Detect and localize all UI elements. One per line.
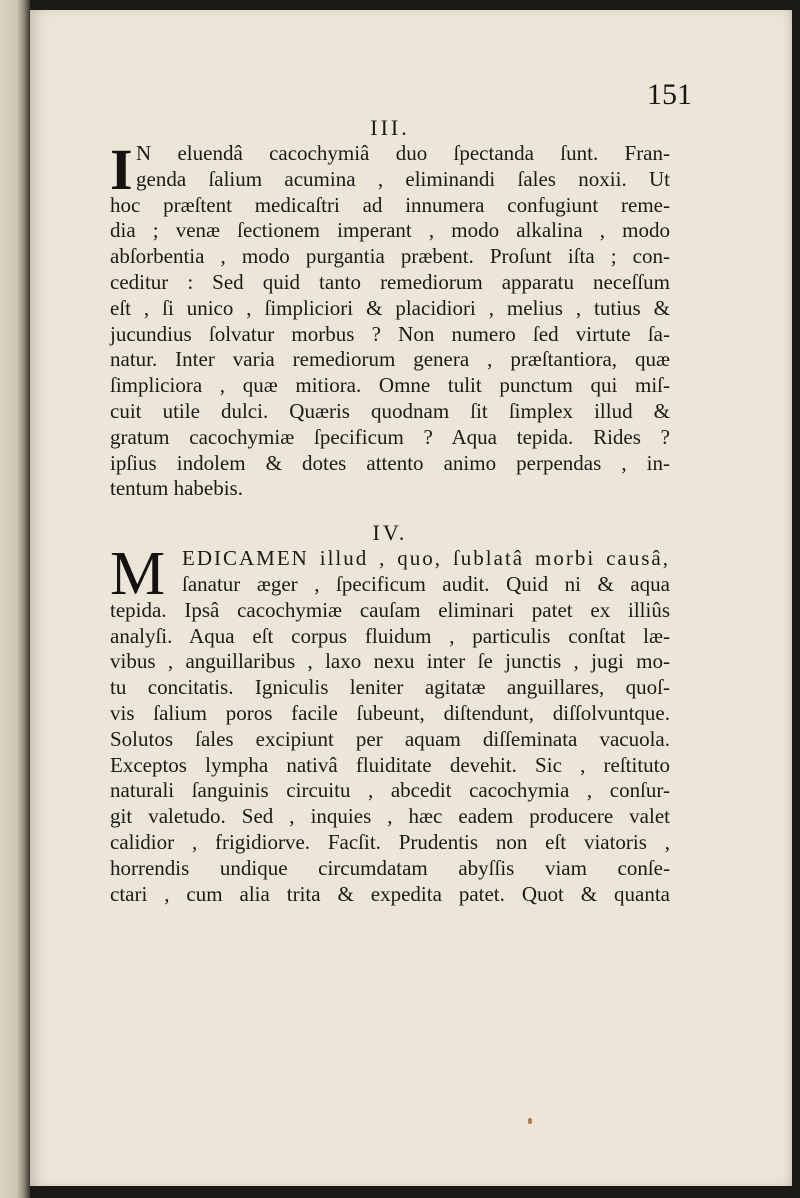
book-page: [30, 10, 792, 1186]
text-line: ctari , cum alia trita & expedita patet. Quot & quanta: [110, 881, 670, 906]
section-number-iii: III.: [370, 115, 410, 140]
text-line: gratum cacochymiæ ſpecificum ? Aqua tepida. Rides ?: [110, 424, 670, 449]
text-line: vis ſalium poros facile ſubeunt, diſtendunt, diſſolvuntque.: [110, 700, 670, 725]
text-line: ceditur : Sed quid tanto remediorum apparatu neceſſum: [110, 269, 670, 294]
text-line: vibus , anguillaribus , laxo nexu inter ſe junctis , jugi mo-: [110, 649, 670, 674]
text-line: jucundius ſolvatur morbus ? Non numero ſed virtute ſa-: [110, 321, 670, 346]
text-line: natur. Inter varia remediorum genera , præſtantiora, quæ: [110, 347, 670, 372]
text-line: naturali ſanguinis circuitu , abcedit cacochymia , conſur-: [110, 778, 670, 803]
drop-cap-m: M: [110, 540, 166, 609]
text-line: ſanatur æger , ſpecificum audit. Quid ni & aqua: [182, 571, 670, 596]
text-line: tentum habebis.: [110, 476, 243, 501]
text-line: hoc præſtent medicaſtri ad innumera confugiunt reme-: [110, 192, 670, 217]
text-line: calidior , frigidiorve. Facſit. Prudentis non eſt viatoris ,: [110, 829, 670, 854]
section-number-iv: IV.: [372, 520, 408, 546]
text-line: N eluendâ cacochymiâ duo ſpectanda ſunt. Fran-: [136, 141, 670, 165]
text-line: dia ; venæ ſectionem imperant , modo alkalina , modo: [110, 218, 670, 243]
text-line: abſorbentia , modo purgantia præbent. Proſunt iſta ; con-: [110, 244, 670, 269]
paper-stain: [528, 1118, 532, 1124]
text-line: Exceptos lympha nativâ fluiditate devehit. Sic , reſtituto: [110, 752, 670, 777]
paragraph-iii: [110, 137, 670, 502]
text-line: EDICAMEN illud , quo, ſublatâ morbi causâ,: [182, 546, 670, 571]
page-number: 151: [647, 78, 692, 111]
text-line: Solutos ſales excipiunt per aquam diſſeminata vacuola.: [110, 726, 670, 751]
text-line: eſt , ſi unico , ſimpliciori & placidiori , melius , tutius &: [110, 295, 670, 320]
text-line: git valetudo. Sed , inquies , hæc eadem producere valet: [110, 804, 670, 829]
text-line: ipſius indolem & dotes attento animo perpendas , in-: [110, 450, 670, 475]
text-block: [110, 115, 670, 907]
drop-cap-i: I: [110, 137, 133, 202]
text-line: cuit utile dulci. Quæris quodnam ſit ſimplex illud &: [110, 398, 670, 423]
text-line: tepida. Ipsâ cacochymiæ cauſam eliminari patet ex illiûs: [110, 597, 670, 622]
paragraph-iv: [110, 540, 670, 907]
text-line: analyſi. Aqua eſt corpus fluidum , particulis conſtat læ-: [110, 623, 670, 648]
text-line: ſimpliciora , quæ mitiora. Omne tulit punctum qui miſ-: [110, 373, 670, 398]
text-line: tu concitatis. Igniculis leniter agitatæ anguillares, quoſ-: [110, 675, 670, 700]
text-line: horrendis undique circumdatam abyſſis viam conſe-: [110, 855, 670, 880]
text-line: genda ſalium acumina , eliminandi ſales noxii. Ut: [136, 166, 670, 191]
book-spine: [0, 0, 30, 1198]
